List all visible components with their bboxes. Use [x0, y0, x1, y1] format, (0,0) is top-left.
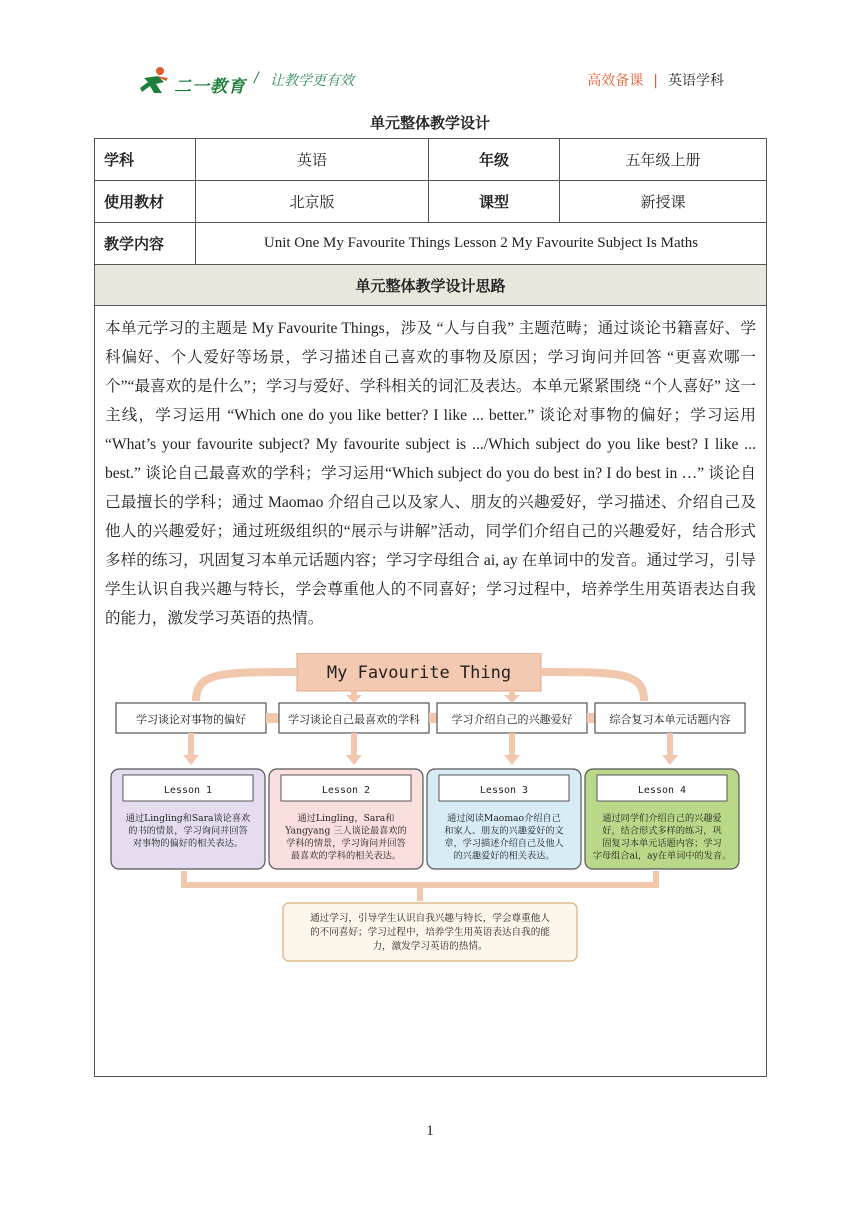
table-row: [95, 223, 767, 265]
slogan-separator: /: [254, 70, 259, 86]
goal-label: 学习谈论自己最喜欢的学科: [288, 713, 420, 726]
design-paragraph: 本单元学习的主题是 My Favourite Things，涉及 “人与自我” 主题范畴；通过谈论书籍喜好、学科偏好、个人爱好等场景，学习描述自己喜欢的事物及原因；学习询问并回答 “更喜欢哪一个”“最喜欢的是什么”；学习与爱好、学科相关的词汇及表达。本单元紧紧围绕 “个人喜好” 这一主线，学习运用 “Which one do you like better? I like ... better.” 谈论对事物的偏好；学习运用 “What’s your favourite subject? My favourite subject is .../Which subject do you like best? I like ... best.” 谈论自己最喜欢的学科；学习运用“Which subject do you do best in? I do best in …” 谈论自己最擅长的学科；通过 Maomao 介绍自己以及家人、朋友的兴趣爱好，学习描述、介绍自己及他人的兴趣爱好；通过班级组织的“展示与讲解”活动，同学们介绍自己的兴趣爱好，结合形式多样的练习，巩固复习本单元话题内容；学习字母组合 ai, ay 在单词中的发音。通过学习，引导学生认识自我兴趣与特长，学会尊重他人的不同喜好；学习过程中，培养学生用英语表达自我的能力，激发学习英语的热情。: [105, 320, 756, 627]
content-value: Unit One My Favourite Things Lesson 2 My Favourite Subject Is Maths: [196, 223, 767, 265]
lesson-description-line: 的兴趣爱好的相关表达。: [453, 850, 555, 862]
table-row: [95, 139, 767, 181]
down-arrow-shaft: [351, 733, 357, 757]
page-number: 1: [426, 1123, 434, 1139]
runner-icon: [138, 66, 174, 96]
type-label: 课型: [429, 181, 560, 223]
subject-value: 英语: [196, 139, 429, 181]
down-arrow-head: [346, 755, 362, 765]
lesson-description-line: 最喜欢的学科的相关表达。: [290, 850, 402, 862]
lesson-description-line: 固复习本单元话题内容；学习: [602, 838, 722, 849]
lesson-name: Lesson 2: [321, 785, 371, 796]
design-table: [94, 138, 767, 1077]
type-value: 新授课: [560, 181, 767, 223]
textbook-label: 使用教材: [95, 181, 196, 223]
brand-logo: [138, 66, 246, 96]
goal-label: 学习介绍自己的兴趣爱好: [451, 713, 573, 726]
section-heading-row: [95, 265, 767, 306]
title-arrow-head: [346, 695, 362, 703]
document-title: 单元整体教学设计: [369, 114, 490, 132]
summary-line: 的不同喜好；学习过程中，培养学生用英语表达自我的能: [310, 927, 550, 938]
content-label: 教学内容: [95, 223, 196, 265]
lesson-name: Lesson 4: [637, 785, 687, 796]
curve-connector: [196, 672, 297, 701]
section-heading: 单元整体教学设计思路: [95, 265, 767, 306]
lesson-description-line: 通过Lingling，Sara和: [297, 813, 395, 824]
lesson-description-line: 通过同学们介绍自己的兴趣爱: [602, 813, 722, 824]
header-divider: |: [653, 73, 658, 89]
summary-line: 通过学习，引导学生认识自我兴趣与特长，学会尊重他人: [310, 913, 550, 924]
header-tag-subject: 英语学科: [668, 73, 724, 89]
lesson-description-line: 通过Lingling和Sara谈论喜欢: [125, 813, 251, 824]
brand-name: 二一教育: [174, 77, 246, 97]
goal-connector: [429, 713, 437, 723]
grade-value: 五年级上册: [560, 139, 767, 181]
down-arrow-head: [183, 755, 199, 765]
page-header: [138, 62, 724, 98]
subject-label: 学科: [95, 139, 196, 181]
slogan: 让教学更有效: [270, 73, 354, 89]
goal-connector: [266, 713, 279, 723]
diagram-title: My Favourite Thing: [326, 663, 512, 683]
design-body-cell: [95, 306, 767, 1077]
lesson-description-line: 通过阅读Maomao介绍自己: [447, 813, 561, 824]
down-arrow-head: [504, 755, 520, 765]
table-row: [95, 181, 767, 223]
lesson-description-line: 学科的情景，学习询问并回答: [286, 838, 406, 849]
lesson-description-line: 字母组合ai，ay在单词中的发音。: [592, 850, 732, 862]
goal-label: 学习谈论对事物的偏好: [136, 713, 246, 726]
goal-label: 综合复习本单元话题内容: [609, 713, 731, 726]
lesson-description-line: 的书的情景，学习询问并回答: [128, 825, 248, 837]
lesson-description-line: 和家人、朋友的兴趣爱好的文: [444, 825, 564, 837]
lesson-description-line: 章，学习描述介绍自己及他人: [444, 838, 564, 849]
lesson-description-line: Yangyang 三人谈论最喜欢的: [285, 825, 407, 837]
summary-bracket: [184, 871, 656, 885]
goal-connector: [587, 713, 595, 723]
grade-label: 年级: [429, 139, 560, 181]
lesson-name: Lesson 1: [163, 785, 213, 796]
header-tag-prep: 高效备课: [587, 73, 644, 89]
lesson-description-line: 好，结合形式多样的练习，巩: [602, 825, 722, 837]
lesson-name: Lesson 3: [479, 785, 529, 796]
down-arrow-head: [662, 755, 678, 765]
curve-connector: [541, 672, 644, 701]
lesson-description-line: 对事物的偏好的相关表达。: [132, 838, 244, 849]
summary-connector: [417, 885, 423, 901]
unit-structure-diagram: [101, 653, 761, 993]
down-arrow-shaft: [188, 733, 194, 757]
title-arrow-head: [504, 695, 520, 703]
table-row: [95, 306, 767, 1077]
summary-line: 力，激发学习英语的热情。: [372, 941, 488, 952]
down-arrow-shaft: [667, 733, 673, 757]
header-right: [587, 70, 724, 90]
down-arrow-shaft: [509, 733, 515, 757]
textbook-value: 北京版: [196, 181, 429, 223]
